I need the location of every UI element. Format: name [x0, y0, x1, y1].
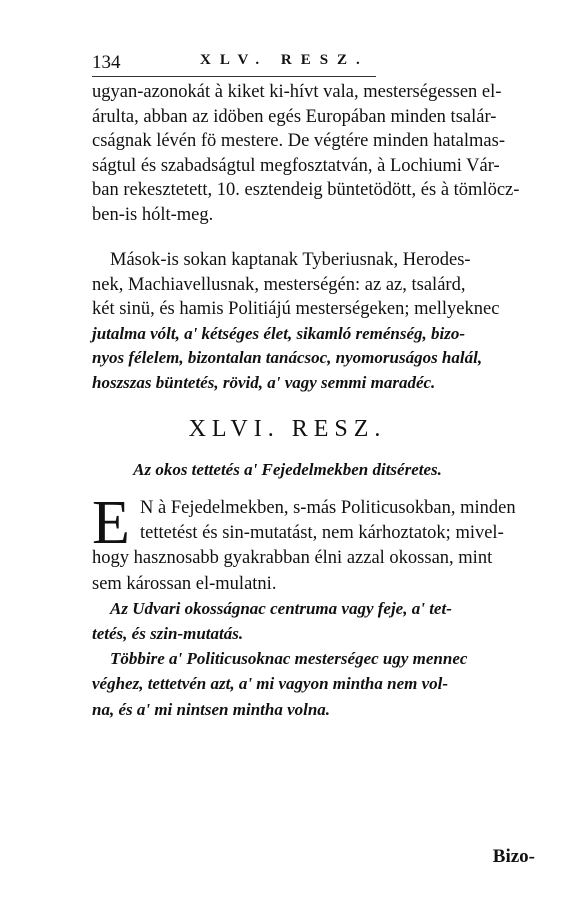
text-line: nek, Machiavellusnak, mesterségén: az az, tsalárd,: [92, 274, 466, 295]
text-line: sem károssan el-mulatni.: [92, 573, 277, 594]
text-line: hoszszas büntetés, rövid, a' vagy semmi maradéc.: [92, 373, 436, 392]
running-header: [92, 52, 472, 78]
text-line: ben-is hólt-meg.: [92, 205, 214, 225]
text-line: ságtul és szabadságtul megfosztatván, à Lochiumi Vár-: [92, 155, 500, 176]
text-line: ban rekesztetett, 10. esztendeig büntetödött, és à tömlöcz-: [92, 180, 520, 201]
page-number: 134: [92, 52, 121, 73]
text-line: nyos félelem, bizontalan tanácsoc, nyomoruságos halál,: [92, 348, 483, 368]
text-line: tettetést és sin-mutatást, nem kárhoztatok; mivel-: [140, 523, 504, 544]
running-head: XLV. RESZ.: [200, 52, 369, 68]
text-line: véghez, tettetvén azt, a' mi vagyon mintha nem vol-: [92, 674, 449, 694]
text-line: na, és a' mi nintsen mintha volna.: [92, 699, 331, 719]
text-line: cságnak lévén fö mestere. De végtére minden hatalmas-: [92, 131, 505, 152]
header-rule: [92, 76, 376, 77]
text-line: árulta, abban az idöben egés Europában minden tsalár-: [92, 106, 497, 127]
catchword: Bizo-: [492, 846, 535, 867]
chapter-subtitle: Az okos tettetés a' Fejedelmekben ditséretes.: [133, 460, 442, 479]
text-line: jutalma vólt, a' kétséges élet, sikamló reménség, bizo-: [92, 323, 466, 343]
text-line: Többire a' Politicusoknac mesterségec ugy mennec: [110, 649, 468, 669]
text-line: két sinü, és hamis Politiájú mesterségeken; mellyeknec: [92, 299, 500, 320]
text-line: hogy hasznosabb gyakrabban élni azzal okossan, mint: [92, 548, 493, 569]
drop-cap: E: [92, 489, 130, 557]
text-line: N à Fejedelmekben, s-más Politicusokban, minden: [140, 498, 516, 518]
text-line: tetés, és szin-mutatás.: [92, 624, 244, 643]
text-line: Az Udvari okosságnac centruma vagy feje, a' tet-: [110, 598, 452, 618]
text-line: Mások-is sokan kaptanak Tyberiusnak, Herodes-: [110, 250, 471, 270]
chapter-heading: XLVI. RESZ.: [188, 416, 387, 442]
text-line: ugyan-azonokát à kiket ki-hívt vala, mesterségessen el-: [92, 82, 502, 102]
